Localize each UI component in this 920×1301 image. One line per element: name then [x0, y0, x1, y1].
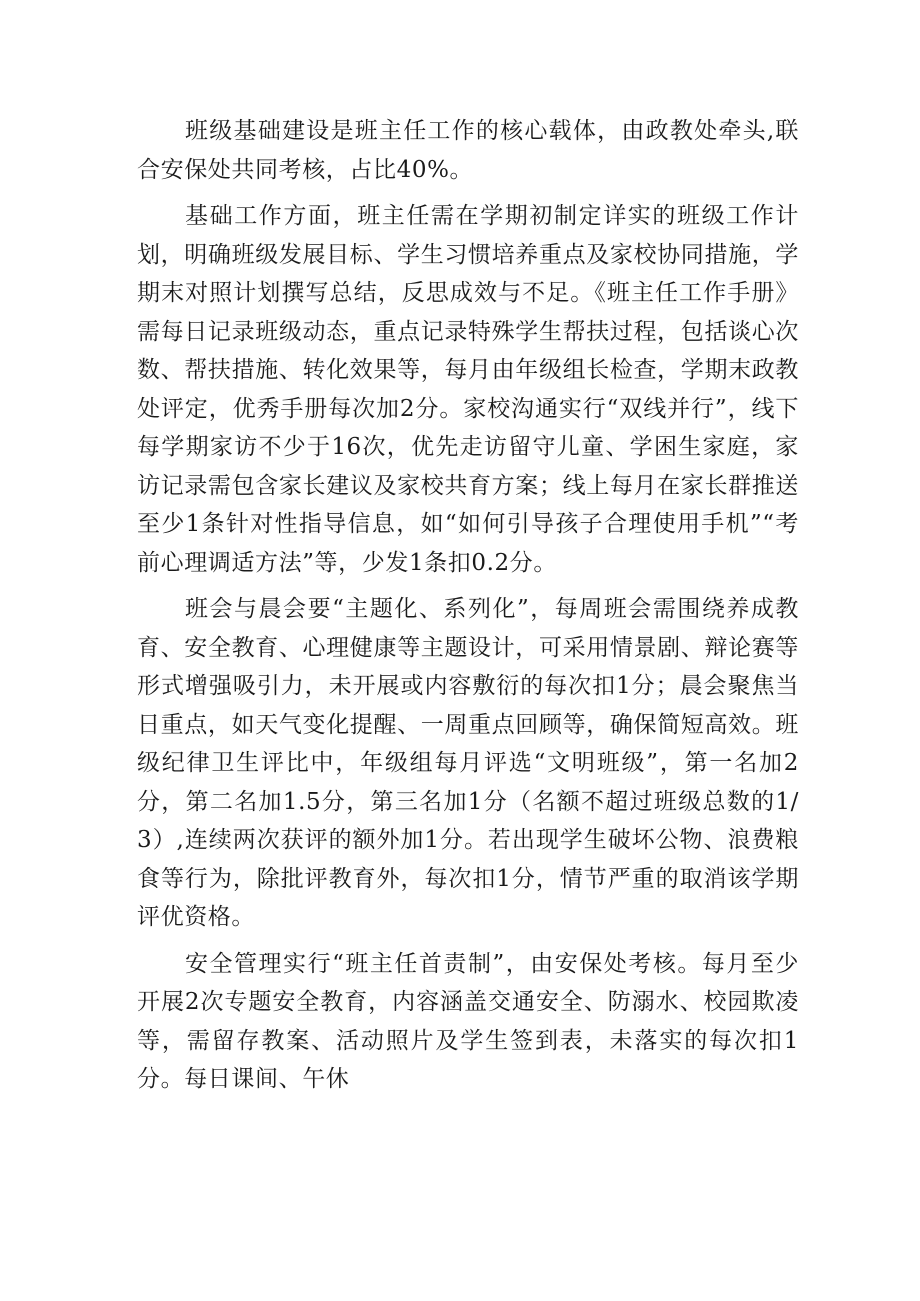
paragraph-basic-work: 基础工作方面，班主任需在学期初制定详实的班级工作计划，明确班级发展目标、学生习惯培养重点及家校协同措施，学期末对照计划撰写总结，反思成效与不足。《班主任工作手册》需每日记录班级动态，重点记录特殊学生帮扶过程，包括谈心次数、帮扶措施、转化效果等，每月由年级组长检查，学期末政教处评定，优秀手册每次加2分。家校沟通实行“双线并行”，线下每学期家访不少于16次，优先走访留守儿童、学困生家庭，家访记录需包含家长建议及家校共育方案；线上每月在家长群推送至少1条针对性指导信息，如“如何引导孩子合理使用手机”“考前心理调适方法”等，少发1条扣0.2分。	[137, 203, 799, 576]
paragraph-safety-management: 安全管理实行“班主任首责制”，由安保处考核。每月至少开展2次专题安全教育，内容涵盖交通安全、防溺水、校园欺凌等，需留存教案、活动照片及学生签到表，未落实的每次扣1分。每日课间、午休	[137, 950, 799, 1092]
document-body	[137, 112, 799, 1107]
paragraph-class-foundation: 班级基础建设是班主任工作的核心载体，由政教处牵头,联合安保处共同考核，占比40%。	[137, 118, 799, 183]
paragraph-class-meetings: 班会与晨会要“主题化、系列化”，每周班会需围绕养成教育、安全教育、心理健康等主题设计，可采用情景剧、辩论赛等形式增强吸引力，未开展或内容敷衍的每次扣1分；晨会聚焦当日重点，如天气变化提醒、一周重点回顾等，确保简短高效。班级纪律卫生评比中，年级组每月评选“文明班级”，第一名加2分，第二名加1.5分，第三名加1分（名额不超过班级总数的1/3）,连续两次获评的额外加1分。若出现学生破坏公物、浪费粮食等行为，除批评教育外，每次扣1分，情节严重的取消该学期评优资格。	[137, 596, 799, 930]
